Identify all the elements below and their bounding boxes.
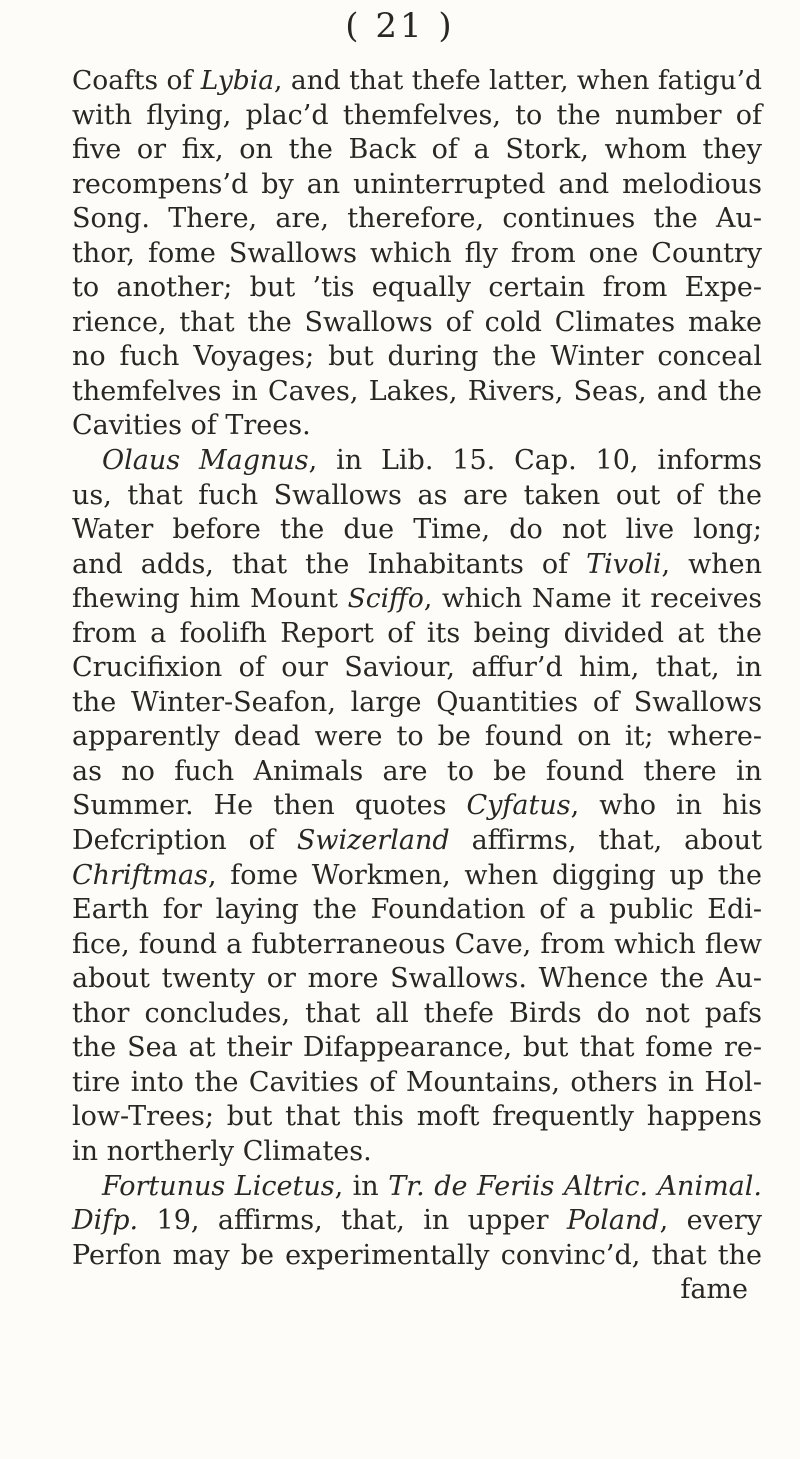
italic-text: Difp. xyxy=(72,1205,139,1237)
italic-text: Tr. de Feriis Altric. Animal. xyxy=(388,1170,762,1202)
text-line xyxy=(72,99,762,134)
text-line xyxy=(72,893,762,928)
page-number: ( 21 ) xyxy=(345,6,455,46)
text-line xyxy=(72,651,762,686)
text-line xyxy=(72,1066,762,1101)
italic-text: Cyfatus xyxy=(466,790,571,822)
text-line xyxy=(72,237,762,272)
text-segment: tire into the Cavities of Mountains, others in Hol- xyxy=(72,1066,762,1098)
text-line xyxy=(72,513,762,548)
text-segment: from a foolifh Report of its being divided at the xyxy=(72,617,762,649)
text-segment: , every xyxy=(659,1205,762,1237)
text-segment: the Winter-Seafon, large Quantities of Swallows xyxy=(72,686,762,718)
text-segment: , in Lib. 15. Cap. 10, informs xyxy=(308,445,762,477)
text-segment: Water before the due Time, do not live long; xyxy=(72,514,762,546)
italic-text: Chriftmas xyxy=(72,859,208,891)
text-segment: low-Trees; but that this moft frequently happens xyxy=(72,1101,762,1133)
text-line xyxy=(72,686,762,721)
text-segment: affirms, that, about xyxy=(449,825,762,857)
text-line xyxy=(72,582,762,617)
text-segment: fice, found a fubterraneous Cave, from which flew xyxy=(72,928,762,960)
text-segment: and adds, that the Inhabitants of xyxy=(72,548,587,580)
text-segment: thor, fome Swallows which fly from one Country xyxy=(72,237,762,269)
text-segment: , fome Workmen, when digging up the xyxy=(208,859,762,891)
text-line xyxy=(72,789,762,824)
text-line xyxy=(72,1204,762,1239)
text-line xyxy=(72,1031,762,1066)
italic-text: Sciffo xyxy=(347,583,424,615)
text-line xyxy=(72,409,762,444)
text-segment: us, that fuch Swallows as are taken out of the xyxy=(72,479,762,511)
italic-text: Lybia xyxy=(200,65,275,96)
text-segment: Cavities of Trees. xyxy=(72,410,311,442)
text-segment: no fuch Voyages; but during the Winter conceal xyxy=(72,341,762,373)
text-segment: , and that thefe latter, when fatigu’d xyxy=(274,65,762,96)
text-line xyxy=(72,548,762,583)
italic-text: Swizerland xyxy=(296,825,450,857)
text-segment: Perfon may be experimentally convinc’d, that the xyxy=(72,1239,762,1271)
text-line xyxy=(72,1100,762,1135)
text-line xyxy=(72,444,762,479)
text-line xyxy=(72,1170,762,1205)
text-segment: recompens’d by an uninterrupted and melodious xyxy=(72,168,762,200)
text-segment: , which Name it receives xyxy=(423,583,763,615)
text-segment: , who in his xyxy=(570,790,762,822)
text-line xyxy=(72,168,762,203)
text-line xyxy=(72,271,762,306)
text-segment: thor concludes, that all thefe Birds do not pafs xyxy=(72,997,762,1029)
text-line xyxy=(72,133,762,168)
text-line xyxy=(72,64,762,99)
italic-text: Fortunus Licetus xyxy=(102,1170,335,1202)
italic-text: Olaus Magnus xyxy=(102,445,309,477)
text-segment: Coafts of xyxy=(72,65,201,96)
text-segment: to another; but ’tis equally certain from Expe- xyxy=(72,272,762,304)
text-line xyxy=(72,720,762,755)
text-line xyxy=(72,340,762,375)
text-segment: Summer. He then quotes xyxy=(72,790,467,822)
text-segment: themfelves in Caves, Lakes, Rivers, Seas, and the xyxy=(72,375,762,407)
text-segment: , when xyxy=(661,548,762,580)
text-line xyxy=(72,617,762,652)
text-line xyxy=(72,375,762,410)
text-line xyxy=(72,824,762,859)
text-segment: with flying, plac’d themfelves, to the number of xyxy=(72,99,762,131)
text-segment: fame xyxy=(680,1274,748,1306)
text-line xyxy=(72,962,762,997)
text-line xyxy=(72,755,762,790)
text-segment: about twenty or more Swallows. Whence the Au- xyxy=(72,963,762,995)
text-segment: Defcription of xyxy=(72,825,297,857)
text-line xyxy=(72,1239,762,1274)
italic-text: Tivoli xyxy=(586,548,662,580)
text-segment: Earth for laying the Foundation of a public Edi- xyxy=(72,894,762,926)
text-line xyxy=(72,479,762,514)
italic-text: Poland xyxy=(566,1205,660,1237)
text-segment: as no fuch Animals are to be found there in xyxy=(72,755,762,787)
text-segment: , in xyxy=(334,1170,389,1202)
catchword xyxy=(72,1273,762,1308)
text-segment: apparently dead were to be found on it; where- xyxy=(72,721,762,753)
text-line xyxy=(72,997,762,1032)
text-segment: in northerly Climates. xyxy=(72,1135,372,1167)
text-segment: the Sea at their Difappearance, but that fome re- xyxy=(72,1032,762,1064)
text-segment: Song. There, are, therefore, continues the Au- xyxy=(72,203,762,235)
text-segment: Crucifixion of our Saviour, affur’d him, that, in xyxy=(72,652,762,684)
text-segment: rience, that the Swallows of cold Climates make xyxy=(72,306,762,338)
text-line xyxy=(72,1135,762,1170)
text-line xyxy=(72,202,762,237)
text-segment: 19, affirms, that, in upper xyxy=(138,1205,567,1237)
text-segment: five or fix, on the Back of a Stork, whom they xyxy=(72,134,762,166)
text-line xyxy=(72,859,762,894)
text-line xyxy=(72,306,762,341)
body-text xyxy=(72,64,762,1308)
text-segment: fhewing him Mount xyxy=(72,583,348,615)
text-line xyxy=(72,928,762,963)
